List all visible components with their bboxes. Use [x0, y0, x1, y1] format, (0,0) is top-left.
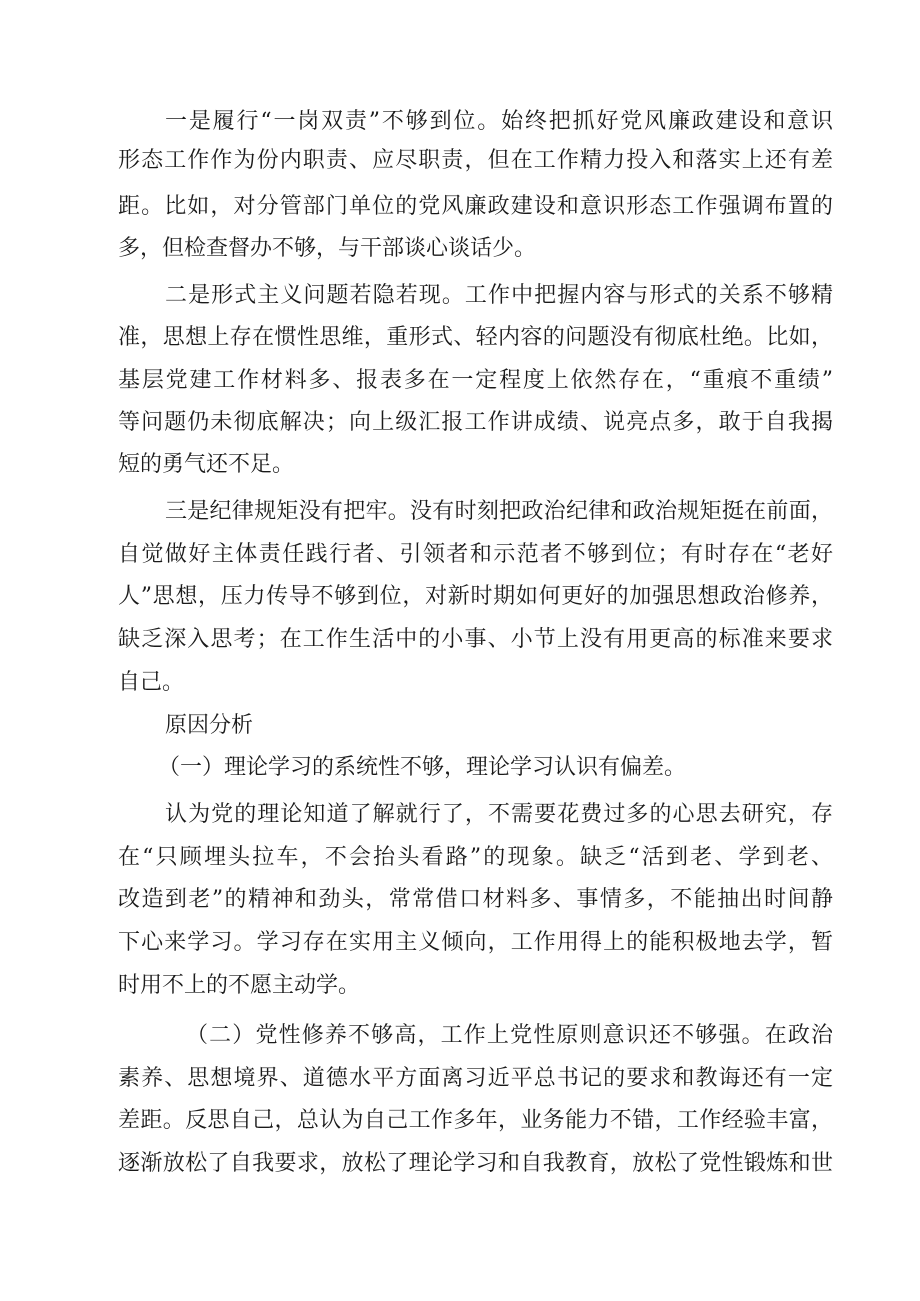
text-line: 等问题仍未彻底解决；向上级汇报工作讲成绩、说亮点多，敢于自我揭 — [118, 410, 833, 435]
paragraph-line — [0, 1059, 920, 1099]
paragraph-line — [0, 577, 920, 617]
text-line: 三是纪律规矩没有把牢。没有时刻把政治纪律和政治规矩挺在前面， — [165, 499, 833, 524]
paragraph-line — [0, 187, 920, 227]
paragraph-line — [0, 535, 920, 575]
text-line: 一是履行“一岗双责”不够到位。始终把抓好党风廉政建设和意识 — [165, 109, 833, 134]
text-line: 缺乏深入思考；在工作生活中的小事、小节上没有用更高的标准来要求 — [118, 627, 833, 652]
paragraph-line — [0, 795, 920, 835]
text-line: 在“只顾埋头拉车，不会抬头看路”的现象。缺乏“活到老、学到老、 — [118, 845, 833, 870]
text-line: 素养、思想境界、道德水平方面离习近平总书记的要求和教诲还有一定 — [118, 1066, 833, 1091]
text-line: 自觉做好主体责任践行者、引领者和示范者不够到位；有时存在“老好 — [118, 542, 833, 567]
paragraph-line — [0, 880, 920, 920]
text-line: 距。比如，对分管部门单位的党风廉政建设和意识形态工作强调布置的 — [118, 194, 833, 219]
subsection-heading — [0, 748, 920, 788]
text-line: 基层党建工作材料多、报表多在一定程度上依然存在，“重痕不重绩” — [118, 368, 833, 393]
text-line: 多，但检查督办不够，与干部谈心谈话少。 — [118, 236, 537, 261]
paragraph-line — [0, 838, 920, 878]
text-line: 准，思想上存在惯性思维，重形式、轻内容的问题没有彻底杜绝。比如， — [118, 325, 833, 350]
paragraph-line — [0, 318, 920, 358]
text-line: （一）理论学习的系统性不够，理论学习认识有偏差。 — [158, 755, 687, 780]
text-line: 人”思想，压力传导不够到位，对新时期如何更好的加强思想政治修养， — [118, 584, 833, 609]
text-line: 逐渐放松了自我要求，放松了理论学习和自我教育，放松了党性锻炼和世 — [118, 1151, 833, 1176]
paragraph-line — [0, 361, 920, 401]
paragraph-line — [0, 141, 920, 181]
text-line: 下心来学习。学习存在实用主义倾向，工作用得上的能积极地去学，暂 — [118, 930, 833, 955]
text-line: 自己。 — [118, 670, 185, 695]
paragraph-line — [0, 923, 920, 963]
paragraph-line — [0, 492, 920, 532]
text-line: 认为党的理论知道了解就行了，不需要花费过多的心思去研究，存 — [165, 802, 833, 827]
paragraph-line — [0, 1101, 920, 1141]
paragraph-line — [0, 403, 920, 443]
paragraph-line — [0, 663, 920, 703]
text-line: （二）党性修养不够高，工作上党性原则意识还不够强。在政治 — [186, 1023, 833, 1048]
text-line: 形态工作作为份内职责、应尽职责，但在工作精力投入和落实上还有差 — [118, 148, 833, 173]
paragraph-line — [0, 102, 920, 142]
paragraph-line — [0, 620, 920, 660]
text-line: 差距。反思自己，总认为自己工作多年，业务能力不错，工作经验丰富， — [118, 1108, 833, 1133]
paragraph-line — [0, 1016, 920, 1056]
text-line: 改造到老”的精神和劲头，常常借口材料多、事情多，不能抽出时间静 — [118, 887, 833, 912]
paragraph-line — [0, 276, 920, 316]
section-heading — [0, 706, 920, 746]
text-line: 时用不上的不愿主动学。 — [118, 973, 361, 998]
text-line: 原因分析 — [165, 713, 254, 738]
text-line: 二是形式主义问题若隐若现。工作中把握内容与形式的关系不够精 — [165, 283, 833, 308]
paragraph-line — [0, 229, 920, 269]
text-line: 短的勇气还不足。 — [118, 452, 295, 477]
paragraph-line — [0, 966, 920, 1006]
paragraph-line — [0, 445, 920, 485]
paragraph-line — [0, 1144, 920, 1184]
